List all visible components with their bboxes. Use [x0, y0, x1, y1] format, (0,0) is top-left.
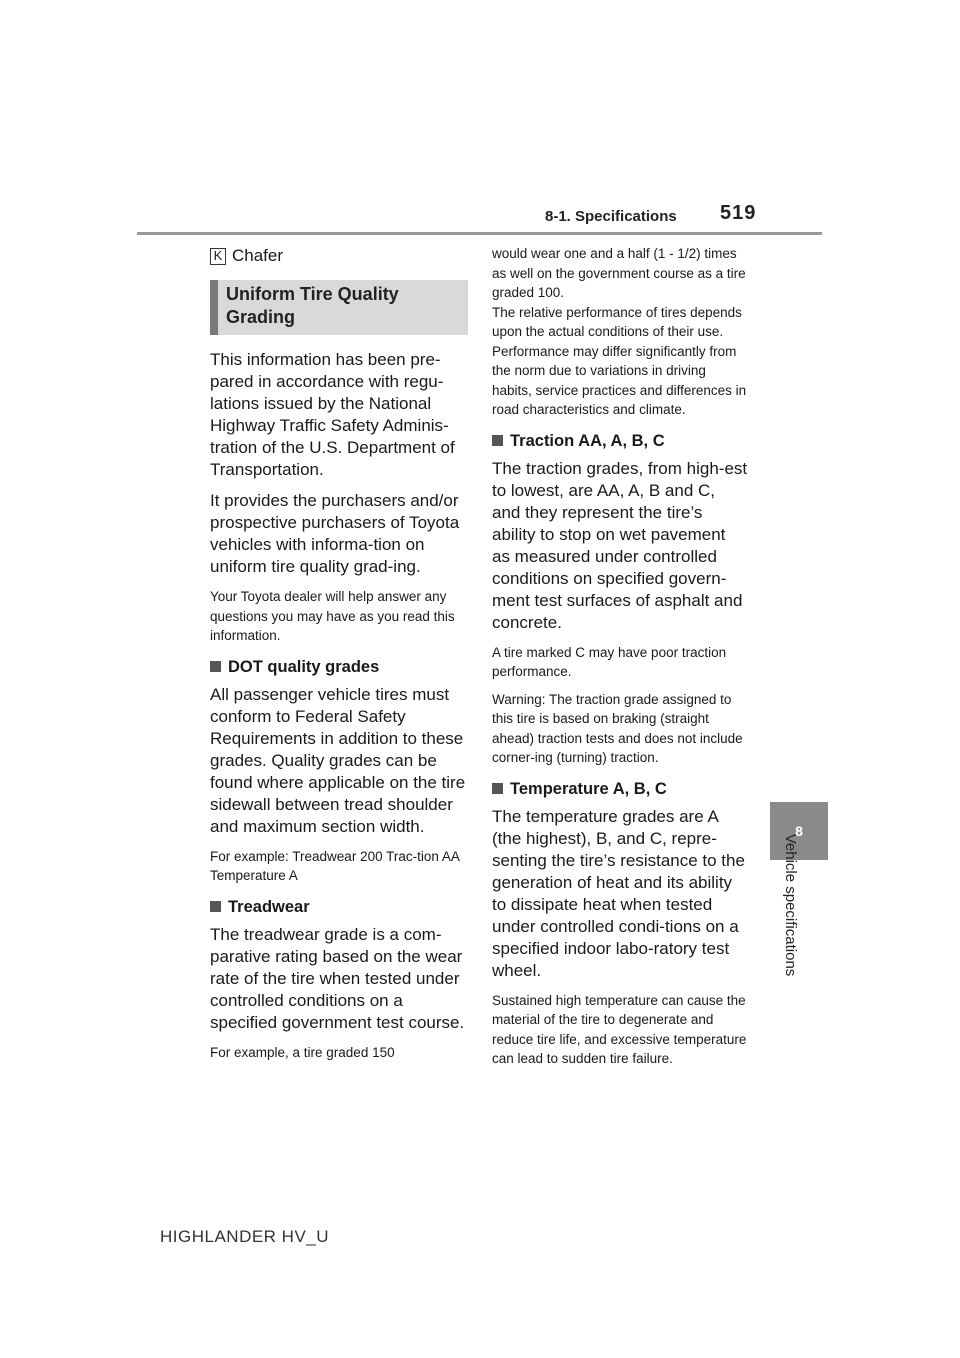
paragraph: It provides the purchasers and/or prospective purchasers of Toyota vehicles with informa-tion on uniform tire quality grad-ing.: [210, 491, 460, 576]
chafer-item: [210, 244, 468, 268]
subheading-treadwear: [210, 896, 468, 918]
paragraph: This information has been pre-pared in accordance with regu-lations issued by the National Highway Traffic Safety Adminis-tration of the U.S. Department of Transportation.: [210, 350, 455, 479]
note-paragraph: The relative performance of tires depends upon the actual conditions of their use. Performance may differ significantly from the norm due to variations in driving habits, service practices and differences in road characteristics and climate.: [492, 304, 747, 417]
subheading-traction: [492, 430, 748, 452]
note-paragraph: Your Toyota dealer will help answer any questions you may have as you read this information.: [210, 589, 455, 643]
note-paragraph: For example, a tire graded 150: [210, 1044, 395, 1060]
square-bullet-icon: [210, 901, 221, 912]
subheading-temperature: [492, 778, 748, 800]
note-paragraph: Sustained high temperature can cause the material of the tire to degenerate and reduce tire life, and excessive temperature can lead to sudden tire failure.: [492, 992, 747, 1066]
subheading-dot-quality-grades: [210, 656, 468, 678]
paragraph: All passenger vehicle tires must conform to Federal Safety Requirements in addition to these grades. Quality grades can be found where applicable on the tire sidewall between tread shoulder and maximum section width.: [210, 684, 466, 836]
section-heading: Uniform Tire Quality Grading: [210, 280, 468, 335]
left-column: [210, 244, 468, 1070]
square-bullet-icon: [492, 435, 503, 446]
paragraph: The temperature grades are A (the highest), B, and C, repre-senting the tire’s resistance to the generation of heat and its ability to dissipate heat when tested under controlled condi-tions on a specified indoor labo-ratory test wheel.: [492, 806, 745, 980]
chapter-label: Vehicle specifications: [782, 833, 799, 977]
note-paragraph: For example: Treadwear 200 Trac-tion AA Temperature A: [210, 848, 460, 883]
square-bullet-icon: [210, 661, 221, 672]
footer-model: HIGHLANDER HV_U: [160, 1227, 330, 1246]
section-title: 8-1. Specifications: [545, 208, 677, 225]
paragraph: The treadwear grade is a com-parative rating based on the wear rate of the tire when tested under controlled conditions on a specified government test course.: [210, 924, 465, 1032]
chapter-number: 8: [795, 823, 803, 839]
page-number: 519: [720, 202, 757, 224]
chafer-text: Chafer: [232, 246, 284, 265]
subheading-text: Temperature A, B, C: [510, 779, 667, 798]
chapter-tab[interactable]: [770, 802, 828, 860]
note-paragraph: Warning: The traction grade assigned to this tire is based on braking (straight ahead) traction tests and does not include corner-ing (turning) traction.: [492, 691, 743, 765]
label-k-badge: K: [210, 248, 226, 265]
note-paragraph: would wear one and a half (1 - 1/2) times as well on the government course as a tire graded 100.: [492, 246, 746, 300]
square-bullet-icon: [492, 783, 503, 794]
subheading-text: Treadwear: [228, 897, 310, 916]
paragraph: The traction grades, from high-est to lowest, are AA, A, B and C, and they represent the tire’s ability to stop on wet pavement as measured under controlled conditions on specified govern-ment test surfaces of asphalt and concrete.: [492, 458, 748, 632]
subheading-text: Traction AA, A, B, C: [510, 431, 665, 450]
subheading-text: DOT quality grades: [228, 657, 380, 676]
header-divider: [137, 232, 822, 235]
note-paragraph: A tire marked C may have poor traction performance.: [492, 644, 727, 679]
right-column: [492, 244, 748, 1077]
